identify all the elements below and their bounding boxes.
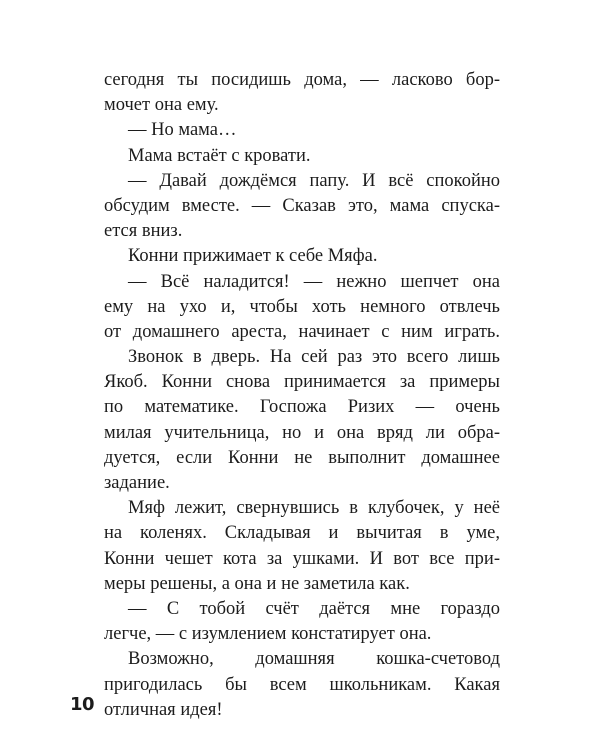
text-line: Конни чешет кота за ушками. И вот все при- [104, 548, 500, 569]
text-line: — Давай дождёмся папу. И всё спокойно [128, 170, 500, 191]
text-line: Возможно, домашняя кошка-счетовод [128, 649, 500, 670]
text-line: — Но мама… [128, 120, 237, 141]
text-line: — С тобой счёт даётся мне гораздо [128, 598, 500, 619]
text-line: Якоб. Конни снова принимается за примеры [104, 372, 500, 393]
text-line: от домашнего ареста, начинает с ним играть. [104, 321, 500, 342]
page-number: 10 [70, 694, 95, 715]
text-line: задание. [104, 473, 170, 493]
text-line: сегодня ты посидишь дома, — ласково бор- [104, 70, 500, 90]
text-line: обсудим вместе. — Сказав это, мама спуска- [104, 195, 500, 216]
body-text [104, 68, 500, 723]
text-line: ется вниз. [104, 221, 183, 242]
text-line: — Всё наладится! — нежно шепчет она [128, 271, 500, 292]
text-line: милая учительница, но и она вряд ли обра- [104, 422, 500, 443]
text-line: дуется, если Конни не выполнит домашнее [104, 447, 500, 468]
text-line: Звонок в дверь. На сей раз это всего лишь [128, 347, 500, 368]
text-line: Мама встаёт с кровати. [128, 145, 311, 166]
text-line: ему на ухо и, чтобы хоть немного отвлечь [104, 296, 500, 317]
text-line: на коленях. Складывая и вычитая в уме, [104, 523, 500, 544]
text-line: Конни прижимает к себе Мяфа. [128, 246, 378, 267]
text-line: по математике. Госпожа Ризих — очень [104, 397, 500, 418]
text-line: легче, — с изумлением констатирует она. [104, 624, 432, 645]
text-line: пригодилась бы всем школьникам. Какая [104, 674, 500, 695]
text-line: мочет она ему. [104, 95, 219, 116]
text-line: отличная идея! [104, 699, 223, 720]
text-line: Мяф лежит, свернувшись в клубочек, у неё [128, 498, 500, 519]
text-line: меры решены, а она и не заметила как. [104, 573, 410, 594]
